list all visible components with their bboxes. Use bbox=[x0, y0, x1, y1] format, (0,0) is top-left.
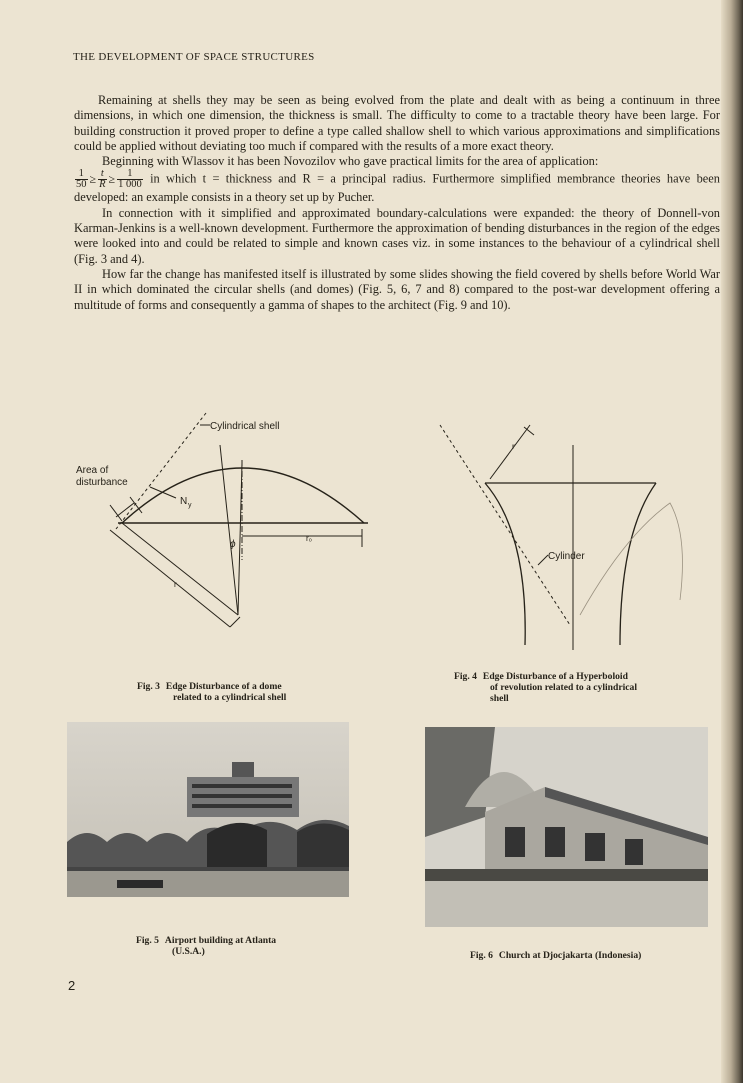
paragraph-2-rest: in which t = thickness and R = a principal radius. Furthermore simplified membrance theories have been developed: an example consists in a theory set up by Pucher. bbox=[74, 171, 720, 205]
fig3-label-ny: N bbox=[180, 496, 188, 507]
fig3-label-ny-sub: y bbox=[188, 502, 192, 509]
fig4-label-cylinder: Cylinder bbox=[548, 551, 585, 562]
fig5-caption: Fig. 5 Airport building at Atlanta (U.S.A.) bbox=[136, 935, 277, 957]
fraction-2: $\frac{t}{R}$ bbox=[99, 168, 106, 191]
fig3-label-r: r bbox=[174, 580, 177, 589]
body-text bbox=[74, 93, 720, 313]
fig3-label-r0: r₀ bbox=[306, 534, 312, 543]
fig3-label-phi: ϕ bbox=[230, 539, 236, 550]
fig6-caption: Fig. 6 Church at Djocjakarta (Indonesia) bbox=[470, 950, 642, 961]
paragraph-2-formula-line bbox=[74, 169, 720, 205]
fraction-3: $\frac{1}{1 000}$ bbox=[118, 168, 142, 191]
relation-2: ≥ bbox=[108, 171, 116, 186]
fig4-caption: Fig. 4 Edge Disturbance of a Hyperboloid of revolution related to a cylindrical shell bbox=[454, 671, 637, 704]
fig4-label-r: r bbox=[512, 442, 515, 451]
fig4-diagram bbox=[430, 405, 710, 655]
paragraph-1: Remaining at shells they may be seen as being evolved from the plate and dealt with as being a continuum in three dimensions, in which one dimension, the thickness is small. The difficulty to come to a tractable theory have been large. For building construction it proved proper to define a type called shallow shell to which various approximations and simplifications could be applied without deviating too much if compared with the results of a more exact theory. bbox=[74, 93, 720, 153]
paragraph-4: How far the change has manifested itself is illustrated by some slides showing the field covered by shells before World War II in which dominated the circular shells (and domes) (Fig. 5, 6, 7 and 8) compared to the post-war development offering a multitude of forms and consequently a gamma of shapes to the architect (Fig. 9 and 10). bbox=[74, 266, 720, 312]
paragraph-3: In connection with it simplified and approximated boundary-calculations were expanded: the theory of Donnell-von Karman-Jenkins is a well-known development. Furthermore the approximation of bending disturbances in the region of the edges were looked into and could be related to simple and known cases viz. in some instances to the behaviour of a cylindrical shell (Fig. 3 and 4). bbox=[74, 205, 720, 266]
fig3-label-cylindrical: Cylindrical shell bbox=[210, 421, 280, 432]
fig3-label-disturbance: disturbance bbox=[76, 477, 128, 488]
page-edge-shadow bbox=[721, 0, 743, 1083]
fig6-photo bbox=[425, 727, 708, 927]
page-number: 2 bbox=[68, 978, 76, 993]
running-header: THE DEVELOPMENT OF SPACE STRUCTURES bbox=[73, 51, 315, 63]
paragraph-2-intro: Beginning with Wlassov it has been Novozilov who gave practical limits for the area of application: bbox=[102, 154, 599, 169]
fig3-caption: Fig. 3 Edge Disturbance of a dome related to a cylindrical shell bbox=[137, 681, 287, 703]
relation-1: ≥ bbox=[89, 171, 97, 186]
fig3-label-area: Area of bbox=[76, 465, 109, 476]
fraction-1: $\frac{1}{50}$ bbox=[76, 168, 87, 191]
fig3-diagram bbox=[70, 405, 390, 655]
fig5-photo bbox=[67, 722, 349, 897]
